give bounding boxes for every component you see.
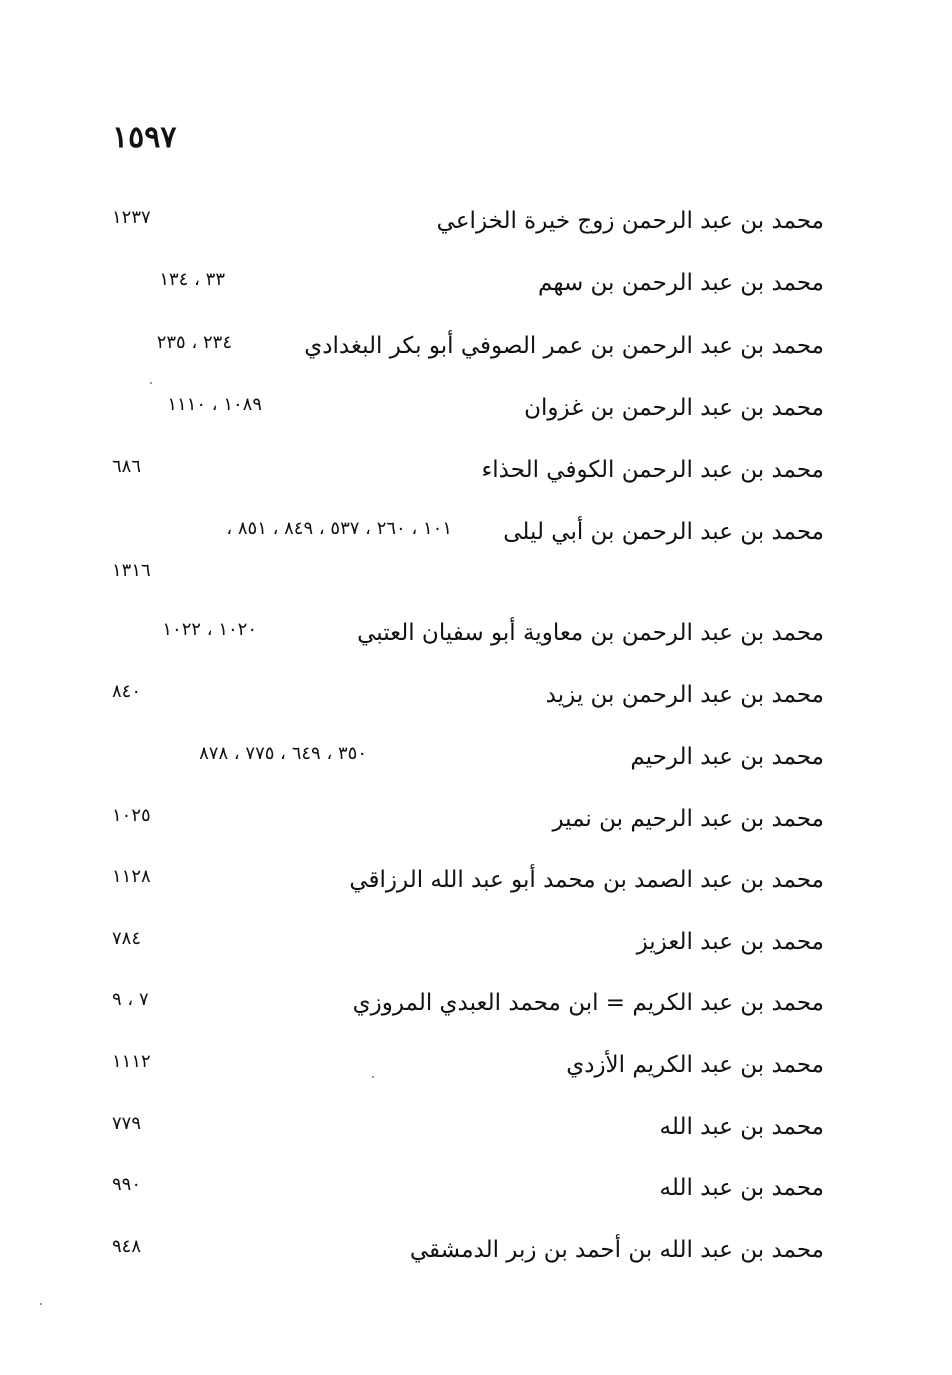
entry-name: محمد بن عبد الرحمن بن غزوان xyxy=(524,395,824,421)
entry-page-refs: ٧٧٩ xyxy=(112,1113,142,1134)
entry-page-refs: ١٠٨٩ ، ١١١٠ xyxy=(167,394,262,415)
entry-name: محمد بن عبد الرحمن زوج خيرة الخزاعي xyxy=(436,208,824,234)
entry-name: محمد بن عبد الكريم = ابن محمد العبدي المروزي xyxy=(352,990,824,1016)
entry-page-refs: ٩٤٨ xyxy=(112,1236,142,1257)
entry-name: محمد بن عبد الكريم الأزدي xyxy=(566,1052,824,1078)
page-number: ١٥٩٧ xyxy=(112,120,177,155)
entry-page-refs: ١١٢٨ xyxy=(112,866,151,887)
entry-page-refs: ٦٨٦ xyxy=(112,456,142,477)
entry-page-refs: ٧ ، ٩ xyxy=(112,989,149,1010)
entry-name: محمد بن عبد الصمد بن محمد أبو عبد الله الرزاقي xyxy=(349,867,824,893)
scan-speck xyxy=(372,1076,374,1078)
entry-page-refs: ١٠٢٠ ، ١٠٢٢ xyxy=(162,619,257,640)
entry-page-refs: ٣٥٠ ، ٦٤٩ ، ٧٧٥ ، ٨٧٨ xyxy=(199,743,367,764)
scan-speck xyxy=(40,1303,42,1305)
entry-page-refs: ١١١٢ xyxy=(112,1051,151,1072)
entry-name: محمد بن عبد الرحيم بن نمير xyxy=(552,806,824,832)
entry-name: محمد بن عبد الله xyxy=(659,1114,824,1140)
entry-page-refs: ٢٣٤ ، ٢٣٥ xyxy=(156,332,232,353)
entry-name: محمد بن عبد الرحمن بن أبي ليلى xyxy=(503,519,824,545)
entry-page-refs: ٣٣ ، ١٣٤ xyxy=(159,269,225,290)
entry-page-refs: ١٠٢٥ xyxy=(112,805,151,826)
entry-name: محمد بن عبد الرحمن بن عمر الصوفي أبو بكر البغدادي xyxy=(304,333,824,359)
entry-page-refs: ٧٨٤ xyxy=(112,928,142,949)
entry-page-refs: ١٢٣٧ xyxy=(112,207,151,228)
entry-page-refs: ١٠١ ، ٢٦٠ ، ٥٣٧ ، ٨٤٩ ، ٨٥١ ، xyxy=(226,518,452,539)
entry-name: محمد بن عبد العزيز xyxy=(636,929,824,955)
entry-name: محمد بن عبد الرحمن الكوفي الحذاء xyxy=(481,457,824,483)
entry-page-refs: ٩٩٠ xyxy=(112,1174,142,1195)
entry-name: محمد بن عبد الرحيم xyxy=(630,744,824,770)
entry-name: محمد بن عبد الرحمن بن معاوية أبو سفيان العتبي xyxy=(357,620,824,646)
entry-name: محمد بن عبد الرحمن بن سهم xyxy=(538,270,824,296)
entry-name: محمد بن عبد الرحمن بن يزيد xyxy=(545,682,824,708)
scan-speck xyxy=(150,382,152,384)
entry-name: محمد بن عبد الله xyxy=(659,1175,824,1201)
entry-name: محمد بن عبد الله بن أحمد بن زبر الدمشقي xyxy=(409,1237,824,1263)
entry-page-refs: ٨٤٠ xyxy=(112,681,142,702)
entry-page-refs-continued: ١٣١٦ xyxy=(112,560,151,581)
